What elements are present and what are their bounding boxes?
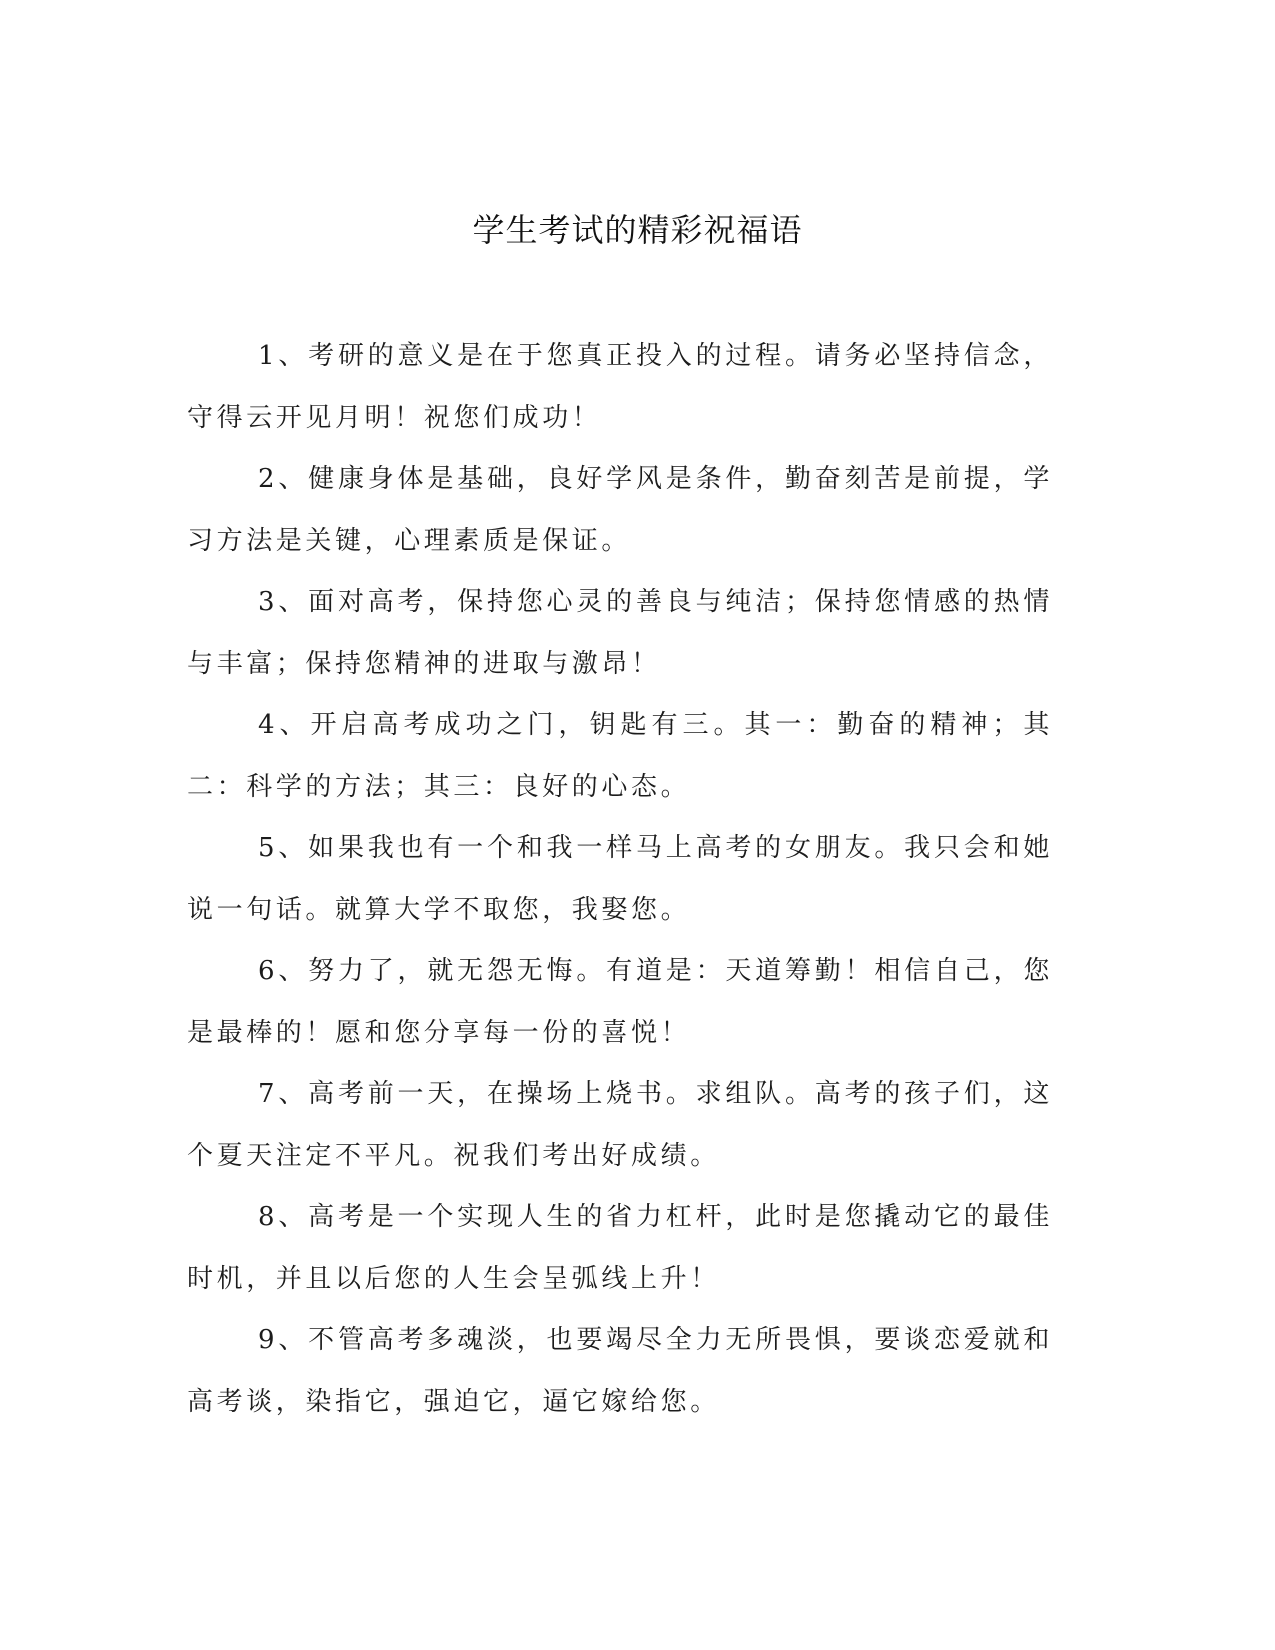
document-body — [187, 326, 1053, 1433]
paragraph-3: 3、面对高考，保持您心灵的善良与纯洁；保持您情感的热情与丰富；保持您精神的进取与激昂！ — [187, 587, 1053, 679]
paragraph-1: 1、考研的意义是在于您真正投入的过程。请务必坚持信念，守得云开见月明！祝您们成功！ — [187, 341, 1053, 433]
paragraph-8: 8、高考是一个实现人生的省力杠杆，此时是您撬动它的最佳时机，并且以后您的人生会呈弧线上升！ — [187, 1202, 1053, 1294]
paragraph-4: 4、开启高考成功之门，钥匙有三。其一：勤奋的精神；其二：科学的方法；其三：良好的心态。 — [187, 710, 1053, 802]
paragraph-6: 6、努力了，就无怨无悔。有道是：天道筹勤！相信自己，您是最棒的！愿和您分享每一份的喜悦！ — [187, 956, 1053, 1048]
document-title: 学生考试的精彩祝福语 — [472, 211, 803, 249]
paragraph-2: 2、健康身体是基础，良好学风是条件，勤奋刻苦是前提，学习方法是关键，心理素质是保证。 — [187, 464, 1053, 556]
paragraph-7: 7、高考前一天，在操场上烧书。求组队。高考的孩子们，这个夏天注定不平凡。祝我们考出好成绩。 — [187, 1079, 1053, 1171]
paragraph-9: 9、不管高考多魂淡，也要竭尽全力无所畏惧，要谈恋爱就和高考谈，染指它，强迫它，逼它嫁给您。 — [187, 1325, 1053, 1417]
paragraph-5: 5、如果我也有一个和我一样马上高考的女朋友。我只会和她说一句话。就算大学不取您，我娶您。 — [187, 833, 1053, 925]
